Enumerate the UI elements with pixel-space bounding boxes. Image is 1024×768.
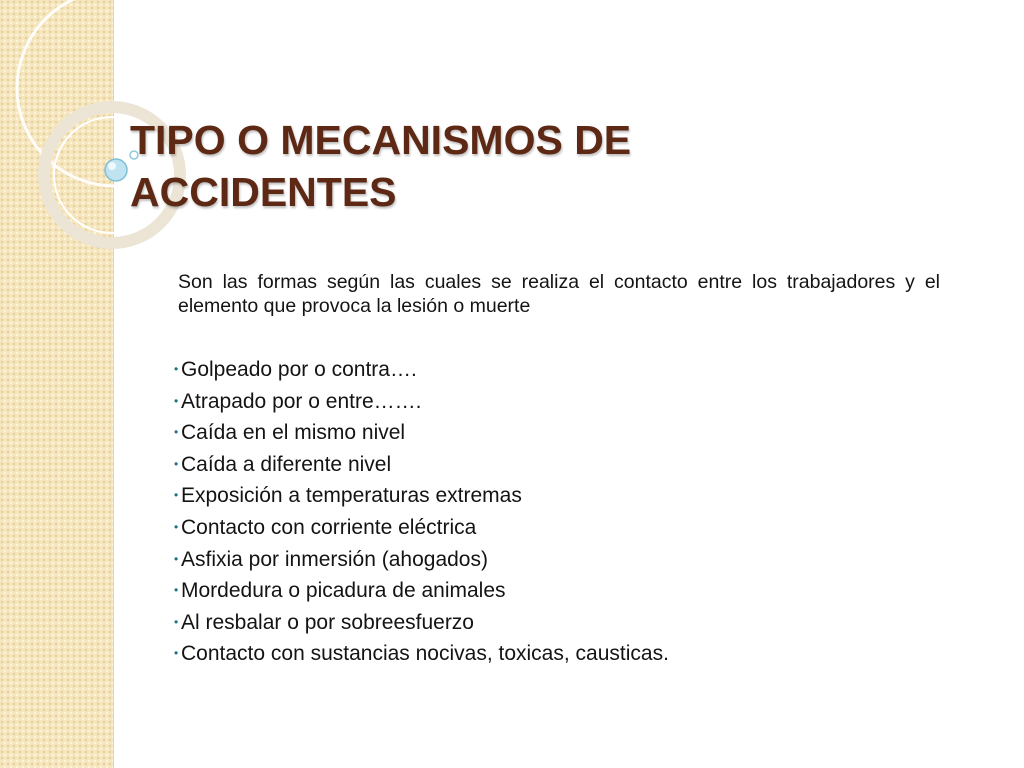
list-item xyxy=(174,544,669,576)
bullet-icon: • xyxy=(174,519,179,534)
list-item xyxy=(174,480,669,512)
list-item xyxy=(174,449,669,481)
decor-bubble xyxy=(105,159,127,181)
list-item-text: Contacto con corriente eléctrica xyxy=(181,515,477,539)
list-item-text: Caída a diferente nivel xyxy=(181,452,392,476)
list-item-text: Asfixia por inmersión (ahogados) xyxy=(181,547,488,571)
intro-paragraph: Son las formas según las cuales se realiza el contacto entre los trabajadores y el elemento que provoca la lesión o muerte xyxy=(178,271,940,317)
list-item xyxy=(174,607,669,639)
list-item-text: Exposición a temperaturas extremas xyxy=(181,484,522,508)
list-item-text: Mordedura o picadura de animales xyxy=(181,579,506,603)
bullet-icon: • xyxy=(174,393,179,408)
decor-bubble-highlight xyxy=(108,162,116,170)
bullet-icon: • xyxy=(174,488,179,503)
list-item xyxy=(174,386,669,418)
list-item xyxy=(174,638,669,670)
list-item xyxy=(174,417,669,449)
list-item xyxy=(174,512,669,544)
bullet-icon: • xyxy=(174,362,179,376)
bullet-icon: • xyxy=(174,583,179,598)
bullet-icon: • xyxy=(174,456,179,471)
bullet-icon: • xyxy=(174,551,179,566)
list-item-text: Golpeado por o contra…. xyxy=(181,358,417,381)
list-item-text: Caída en el mismo nivel xyxy=(181,421,406,445)
list-item xyxy=(174,575,669,607)
bullet-icon: • xyxy=(174,614,179,629)
slide-title: TIPO O MECANISMOS DE ACCIDENTES xyxy=(130,117,632,215)
list-item-text: Atrapado por o entre……. xyxy=(181,389,422,413)
list-item-text: Contacto con sustancias nocivas, toxicas, causticas. xyxy=(181,642,669,666)
list-item xyxy=(174,354,669,386)
bullet-icon: • xyxy=(174,425,179,440)
mechanism-list xyxy=(174,354,669,670)
bullet-icon: • xyxy=(174,646,179,661)
list-item-text: Al resbalar o por sobreesfuerzo xyxy=(181,610,474,634)
